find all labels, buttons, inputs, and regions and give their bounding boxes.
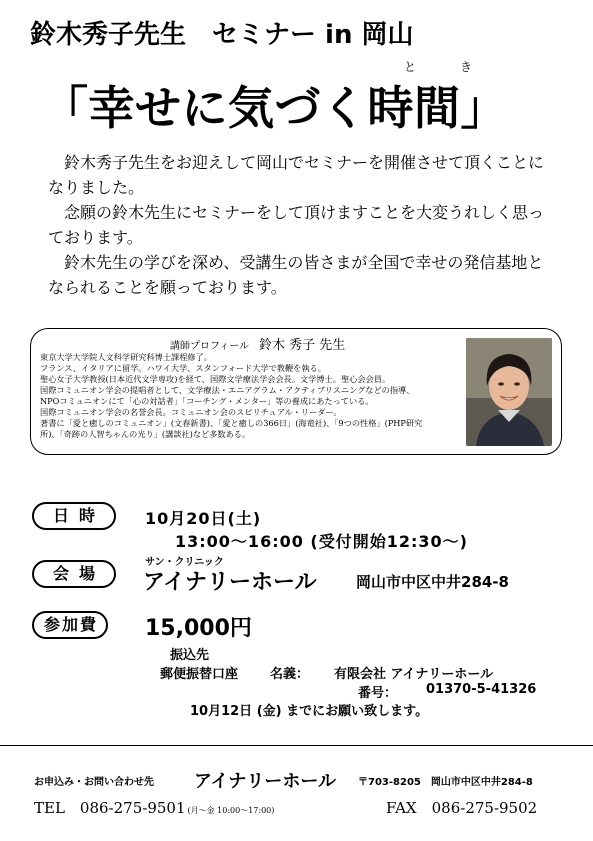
tel-number: TEL 086-275-9501 xyxy=(34,799,186,817)
contact-fax: FAX 086-275-9502 xyxy=(386,799,538,817)
date-label-pill: 日時 xyxy=(32,502,116,530)
payment-account-type: 郵便振替口座 xyxy=(160,667,239,682)
payment-holder-label: 名義： xyxy=(270,667,310,682)
profile-line: 聖心女子大学教授(日本近代文学専攻)を経て、国際文学療法学会会長。文学博士。聖心会会員。 xyxy=(40,374,391,384)
intro-paragraph-1: 鈴木秀子先生をお迎えして岡山でセミナーを開催させて頂くことになりました。 xyxy=(48,153,545,197)
profile-bio xyxy=(40,352,462,440)
profile-line: NPOコミュニオンにて「心の対話者」「コーチング・メンター」等の養成にあたっている。 xyxy=(40,396,374,406)
profile-name: 鈴木 秀子 先生 xyxy=(259,338,346,353)
profile-line: 国際コミュニオン学会の提唱者として、文学療法・エニアグラム・アクティブリスニングなどの指導、 xyxy=(40,385,415,395)
contact-name: アイナリーホール xyxy=(194,771,337,792)
seminar-subtitle: 鈴木秀子先生 セミナー in 岡山 xyxy=(30,20,414,50)
venue-ruby: サン・クリニック xyxy=(145,557,224,568)
payment-number: 01370-5-41326 xyxy=(426,682,537,697)
profile-line: 国際コミュニオン学会の名誉会長。コミュニオン会のスピリチュアル・リーダー。 xyxy=(40,407,342,417)
contact-label: お申込み・お問い合わせ先 xyxy=(34,777,154,788)
intro-paragraph-3: 鈴木先生の学びを深め、受講生の皆さまが全国で幸せの発信基地となられることを願っております。 xyxy=(48,253,544,297)
payment-deadline: 10月12日 (金) までにお願い致します。 xyxy=(190,704,429,719)
lecturer-photo xyxy=(466,338,552,446)
venue-label-pill: 会場 xyxy=(32,560,116,588)
payment-heading: 振込先 xyxy=(170,648,210,663)
venue-name: アイナリーホール xyxy=(143,570,317,595)
tel-hours: (月〜金 10:00〜17:00) xyxy=(187,806,275,815)
profile-line: 著書に「愛と癒しのコミュニオン」(文春新書)、「愛と癒しの366日」(海竜社)、「9つの性格」(PHP研究 xyxy=(40,418,423,428)
title-ruby-to: と xyxy=(404,60,417,74)
profile-line: 東京大学大学院人文科学研究科博士課程修了。 xyxy=(40,352,212,362)
contact-address: 〒703-8205 岡山市中区中井284-8 xyxy=(358,777,533,788)
contact-tel xyxy=(34,797,274,818)
lecturer-portrait-icon xyxy=(466,338,552,446)
title-ruby-ki: き xyxy=(460,60,473,74)
profile-line: フランス、イタリアに留学。ハワイ大学、スタンフォード大学で教鞭を執る。 xyxy=(40,363,326,373)
fee-label-pill: 参加費 xyxy=(32,611,108,639)
event-time: 13:00〜16:00 (受付開始12:30〜) xyxy=(175,532,468,551)
intro-text xyxy=(48,150,558,300)
profile-heading xyxy=(170,334,345,353)
event-date: 10月20日(土) xyxy=(145,509,262,528)
venue-address: 岡山市中区中井284-8 xyxy=(356,573,509,591)
fee-amount: 15,000円 xyxy=(145,616,252,641)
main-title: 「幸せに気づく時間」 xyxy=(42,81,507,135)
profile-heading-label: 講師プロフィール xyxy=(170,341,249,352)
payment-number-label: 番号： xyxy=(358,686,398,701)
payment-holder: 有限会社 アイナリーホール xyxy=(334,667,494,682)
intro-paragraph-2: 念願の鈴木先生にセミナーをして頂けますことを大変うれしく思っております。 xyxy=(48,203,545,247)
profile-line: 所)、「奇跡の人智ちゃんの光り」(講談社)など多数ある。 xyxy=(40,429,251,439)
footer-divider xyxy=(0,745,593,746)
